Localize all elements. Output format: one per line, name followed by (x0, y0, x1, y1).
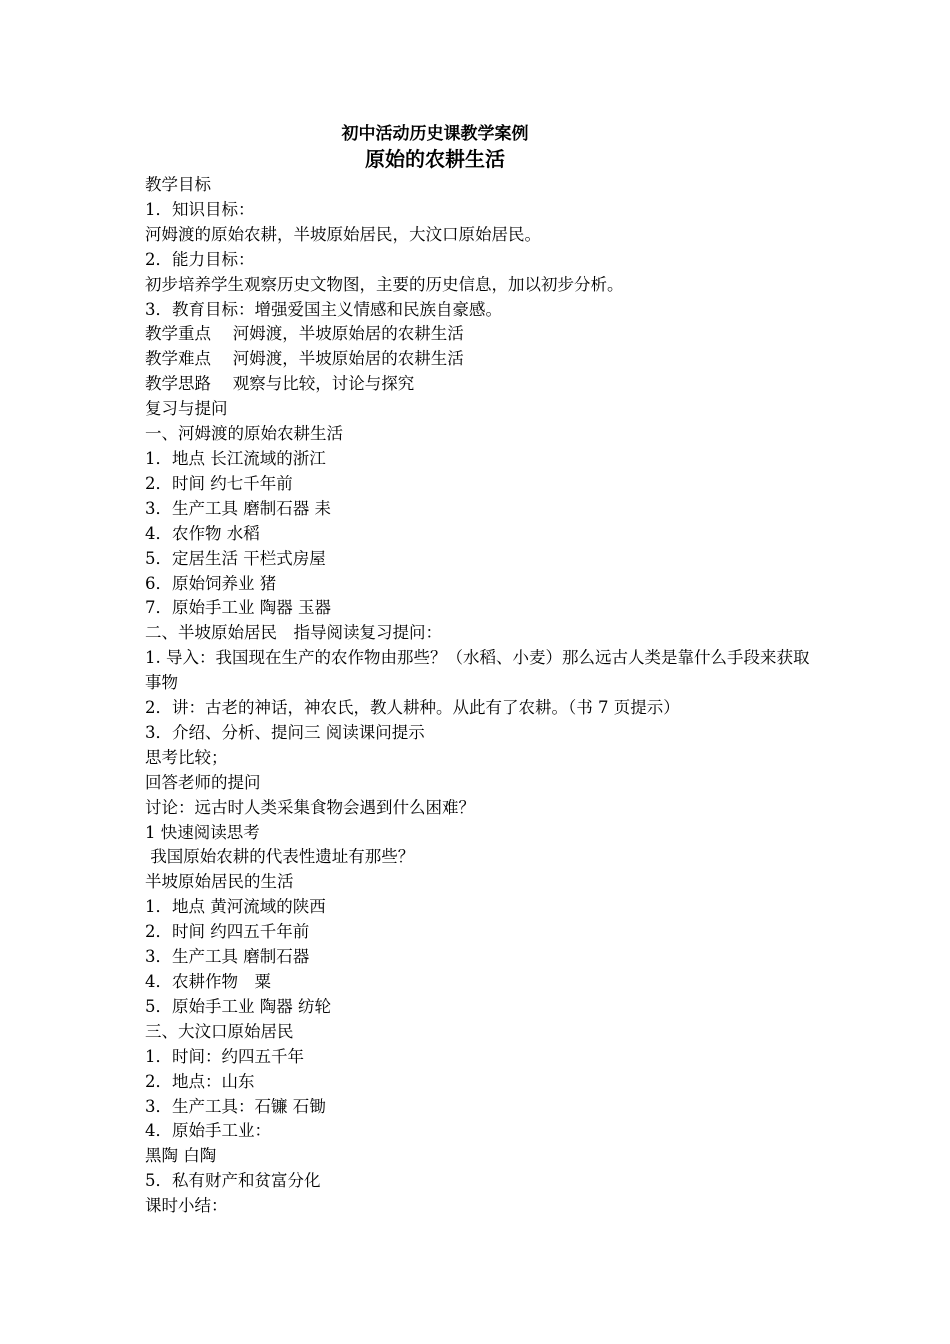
body-line: 思考比较； (145, 747, 228, 767)
document-body (145, 173, 817, 1219)
body-line: 4．农耕作物 粟 (145, 972, 271, 991)
body-line: 三、大汶口原始居民 (145, 1021, 294, 1041)
body-line: 1．地点 黄河流域的陕西 (145, 897, 326, 917)
title-block (0, 122, 870, 172)
body-line: 5．定居生活 干栏式房屋 (145, 548, 326, 568)
body-line: 7．原始手工业 陶器 玉器 (145, 598, 331, 618)
body-line: 半坡原始居民的生活 (145, 872, 294, 892)
body-line: 2．时间 约七千年前 (145, 473, 293, 493)
body-line: 3．介绍、分析、提问三 阅读课问提示 (145, 722, 425, 742)
body-line: 3．生产工具 磨制石器 耒 (145, 498, 331, 518)
body-line: 1 快速阅读思考 (145, 822, 260, 842)
body-line: 4．原始手工业： (145, 1121, 271, 1141)
body-line: 5．私有财产和贫富分化 (145, 1171, 321, 1191)
body-line: 3．教育目标：增强爱国主义情感和民族自豪感。 (145, 299, 502, 319)
body-line: 河姆渡的原始农耕，半坡原始居民，大汶口原始居民。 (145, 224, 541, 244)
body-line: 初步培养学生观察历史文物图，主要的历史信息，加以初步分析。 (145, 274, 624, 294)
body-line: 6．原始饲养业 猪 (145, 573, 277, 593)
body-line: 教学目标 (145, 175, 211, 194)
body-line: 教学重点 河姆渡，半坡原始居的农耕生活 (145, 324, 464, 344)
document-subtitle: 原始的农耕生活 (365, 147, 505, 171)
body-line: 课时小结： (145, 1196, 228, 1216)
body-line: 2．能力目标： (145, 249, 255, 269)
body-line: 1．地点 长江流域的浙江 (145, 448, 326, 468)
body-line: 5．原始手工业 陶器 纺轮 (145, 996, 331, 1016)
body-line: 1．时间：约四五千年 (145, 1046, 304, 1066)
body-line: 回答老师的提问 (145, 772, 261, 792)
body-line: 讨论：远古时人类采集食物会遇到什么困难？ (145, 797, 475, 817)
body-line: 2．时间 约四五千年前 (145, 922, 310, 942)
body-line: 教学难点 河姆渡，半坡原始居的农耕生活 (145, 349, 464, 369)
body-line: 3．生产工具 磨制石器 (145, 947, 310, 967)
document-title: 初中活动历史课教学案例 (341, 124, 529, 144)
body-line: 复习与提问 (145, 399, 228, 419)
body-line: 4．农作物 水稻 (145, 523, 260, 543)
body-line: 二、半坡原始居民 指导阅读复习提问： (145, 623, 442, 643)
body-line: 教学思路 观察与比较，讨论与探究 (145, 374, 415, 394)
body-line: 1．知识目标： (145, 199, 255, 219)
body-line: 3．生产工具：石镰 石锄 (145, 1096, 326, 1116)
body-line: 1. 导入：我国现在生产的农作物由那些？（水稻、小麦）那么远古人类是靠什么手段来获取事物 (145, 648, 810, 693)
body-line: 一、河姆渡的原始农耕生活 (145, 424, 343, 444)
body-line: 黑陶 白陶 (145, 1146, 217, 1166)
body-line: 2．地点：山东 (145, 1071, 255, 1091)
body-line: 2．讲：古老的神话，神农氏，教人耕种。从此有了农耕。（书 7 页提示） (145, 698, 680, 718)
body-line: 我国原始农耕的代表性遗址有那些？ (145, 847, 415, 867)
